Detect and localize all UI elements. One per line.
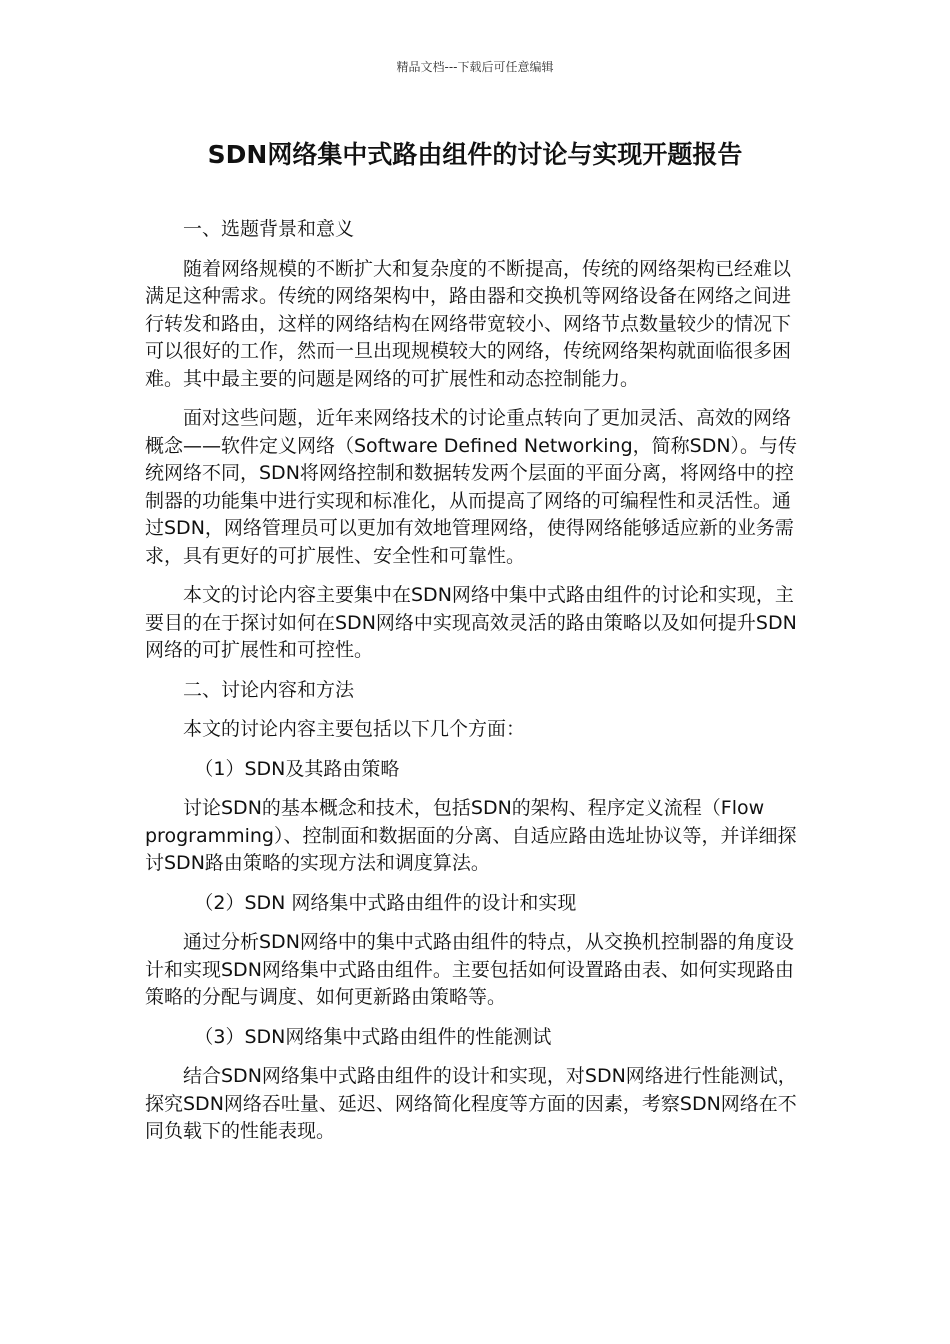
paragraph: 面对这些问题，近年来网络技术的讨论重点转向了更加灵活、高效的网络概念——软件定义网络（Software Defined Networking，简称SDN）。与传统网络不同，SDN将网络控制和数据转发两个层面的平面分离，将网络中的控制器的功能集中进行实现和标准化，从而提高了网络的可编程性和灵活性。通过SDN，网络管理员可以更加有效地管理网络，使得网络能够适应新的业务需求，具有更好的可扩展性、安全性和可靠性。 — [145, 407, 798, 567]
paragraph: 通过分析SDN网络中的集中式路由组件的特点，从交换机控制器的角度设计和实现SDN网络集中式路由组件。主要包括如何设置路由表、如何实现路由策略的分配与调度、如何更新路由策略等。 — [145, 931, 794, 1008]
paragraph: 结合SDN网络集中式路由组件的设计和实现，对SDN网络进行性能测试，探究SDN网络吞吐量、延迟、网络简化程度等方面的因素，考察SDN网络在不同负载下的性能表现。 — [145, 1065, 797, 1142]
section-heading: 二、讨论内容和方法 — [183, 678, 355, 701]
document-title: SDN网络集中式路由组件的讨论与实现开题报告 — [207, 140, 743, 169]
subsection-title: （1）SDN及其路由策略 — [194, 757, 400, 780]
section-heading: 一、选题背景和意义 — [183, 218, 355, 240]
paragraph: 随着网络规模的不断扩大和复杂度的不断提高，传统的网络架构已经难以满足这种需求。传统的网络架构中，路由器和交换机等网络设备在网络之间进行转发和路由，这样的网络结构在网络带宽较小、网络节点数量较少的情况下可以很好的工作，然而一旦出现规模较大的网络，传统网络架构就面临很多困难。其中最主要的问题是网络的可扩展性和动态控制能力。 — [145, 257, 792, 390]
paragraph: 本文的讨论内容主要包括以下几个方面： — [183, 718, 526, 740]
paragraph: 讨论SDN的基本概念和技术，包括SDN的架构、程序定义流程（Flow programming）、控制面和数据面的分离、自适应路由选址协议等，并详细探讨SDN路由策略的实现方法和调度算法。 — [145, 797, 797, 874]
header-note: 精品文档---下载后可任意编辑 — [396, 60, 554, 74]
document-body — [145, 216, 807, 1158]
paragraph: 本文的讨论内容主要集中在SDN网络中集中式路由组件的讨论和实现，主要目的在于探讨如何在SDN网络中实现高效灵活的路由策略以及如何提升SDN网络的可扩展性和可控性。 — [145, 584, 797, 661]
subsection-title: （2）SDN 网络集中式路由组件的设计和实现 — [194, 891, 577, 914]
subsection-title: （3）SDN网络集中式路由组件的性能测试 — [194, 1025, 552, 1048]
